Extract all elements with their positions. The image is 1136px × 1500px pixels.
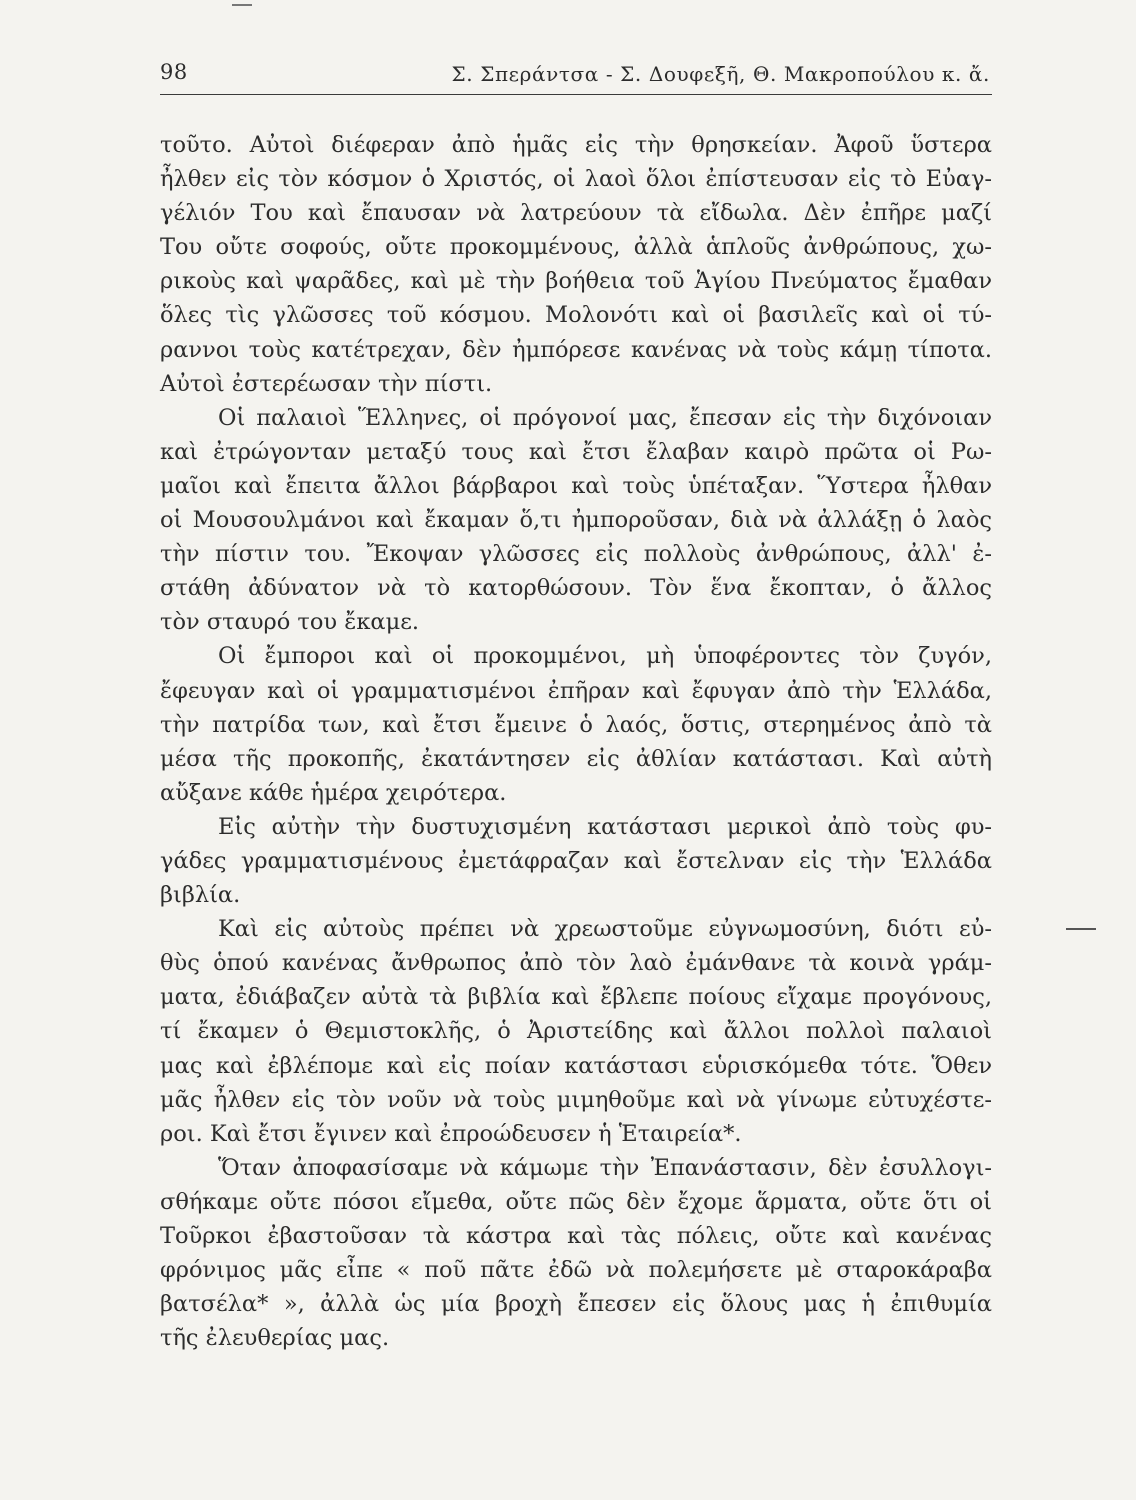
text-line: ραννοι τοὺς κατέτρεχαν, δὲν ἠμπόρεσε κανένας νὰ τοὺς κάμῃ τίποτα. [160,336,992,363]
text-line: στάθη ἀδύνατον νὰ τὸ κατορθώσουν. Τὸν ἕνα ἔκοπταν, ὁ ἄλλος [160,575,992,602]
paragraph-start: Οἱ παλαιοὶ Ἕλληνες, οἱ πρόγονοί μας, ἔπεσαν εἰς τὴν διχόνοιαν [218,404,992,431]
text-line: τῆς ἐλευθερίας μας. [160,1325,390,1352]
page-number: 98 [160,60,188,84]
text-line: βατσέλα* », ἀλλὰ ὡς μία βροχὴ ἔπεσεν εἰς ὅλους μας ἡ ἐπιθυμία [160,1291,992,1318]
text-line: θὺς ὁπού κανένας ἄνθρωπος ἀπὸ τὸν λαὸ ἐμάνθανε τὰ κοινὰ γράμ- [160,950,992,977]
paragraph-start: Καὶ εἰς αὐτοὺς πρέπει νὰ χρεωστοῦμε εὐγνωμοσύνη, διότι εὐ- [218,916,992,943]
text-line: γάδες γραμματισμένους ἐμετάφραζαν καὶ ἔστελναν εἰς τὴν Ἑλλάδα [160,847,992,874]
text-line: βιβλία. [160,882,241,909]
text-line: γέλιόν Του καὶ ἔπαυσαν νὰ λατρεύουν τὰ εἴδωλα. Δὲν ἐπῆρε μαζί [160,200,992,227]
text-line: ἔφευγαν καὶ οἱ γραμματισμένοι ἐπῆραν καὶ ἔφυγαν ἀπὸ τὴν Ἑλλάδα, [160,677,992,704]
text-line: ἦλθεν εἰς τὸν κόσμον ὁ Χριστός, οἱ λαοὶ ὅλοι ἐπίστευσαν εἰς τὸ Εὐαγ- [160,166,992,193]
text-line: Τοῦρκοι ἐβαστοῦσαν τὰ κάστρα καὶ τὰς πόλεις, οὔτε καὶ κανένας [160,1223,992,1249]
text-line: τί ἔκαμεν ὁ Θεμιστοκλῆς, ὁ Ἀριστείδης καὶ ἄλλοι πολλοὶ παλαιοὶ [160,1018,992,1045]
text-line: καὶ ἐτρώγονταν μεταξύ τους καὶ ἔτσι ἔλαβαν καιρὸ πρῶτα οἱ Ρω- [160,438,992,465]
paragraph-start: Ὅταν ἀποφασίσαμε νὰ κάμωμε τὴν Ἐπανάστασιν, δὲν ἐσυλλογι- [218,1154,992,1181]
text-line: ματα, ἐδιάβαζεν αὐτὰ τὰ βιβλία καὶ ἔβλεπε ποίους εἴχαμε προγόνους, [160,984,992,1011]
text-line: οἱ Μουσουλμάνοι καὶ ἔκαμαν ὅ,τι ἠμποροῦσαν, διὰ νὰ ἀλλάξῃ ὁ λαὸς [160,507,992,534]
text-line: μᾶς ἦλθεν εἰς τὸν νοῦν νὰ τοὺς μιμηθοῦμε καὶ νὰ γίνωμε εὐτυχέστε- [160,1086,992,1113]
text-line: Του οὔτε σοφούς, οὔτε προκομμένους, ἀλλὰ ἁπλοῦς ἀνθρώπους, χω- [160,234,992,261]
body-text [160,128,992,1355]
text-line: τὴν πατρίδα των, καὶ ἔτσι ἔμεινε ὁ λαός, ὅστις, στερημένος ἀπὸ τὰ [160,711,992,738]
text-line: αὔξανε κάθε ἡμέρα χειρότερα. [160,779,507,806]
text-line: ροι. Καὶ ἔτσι ἔγινεν καὶ ἐπροώδευσεν ἡ Ἑταιρεία*. [160,1120,742,1147]
margin-mark [1066,928,1096,930]
running-head: Σ. Σπεράντσα - Σ. Δουφεξῆ, Θ. Μακροπούλου κ. ἄ. [451,62,990,86]
text-line: Αὐτοὶ ἐστερέωσαν τὴν πίστι. [160,370,493,397]
text-line: μας καὶ ἐβλέπομε καὶ εἰς ποίαν κατάστασι εὑρισκόμεθα τότε. Ὅθεν [160,1052,992,1079]
text-line: τοῦτο. Αὐτοὶ διέφεραν ἀπὸ ἡμᾶς εἰς τὴν θρησκείαν. Ἀφοῦ ὕστερα [160,132,992,158]
top-scan-mark [232,4,252,6]
text-line: ρικοὺς καὶ ψαρᾶδες, καὶ μὲ τὴν βοήθεια τοῦ Ἁγίου Πνεύματος ἔμαθαν [160,268,992,295]
text-line: φρόνιμος μᾶς εἶπε « ποῦ πᾶτε ἐδῶ νὰ πολεμήσετε μὲ σταροκάραβα [160,1257,992,1284]
paragraph-start: Οἱ ἔμποροι καὶ οἱ προκομμένοι, μὴ ὑποφέροντες τὸν ζυγόν, [218,643,992,670]
text-line: μέσα τῆς προκοπῆς, ἐκατάντησεν εἰς ἀθλίαν κατάστασι. Καὶ αὐτὴ [160,745,992,772]
text-line: μαῖοι καὶ ἔπειτα ἄλλοι βάρβαροι καὶ τοὺς ὑπέταξαν. Ὕστερα ἦλθαν [160,472,992,499]
text-line: τὴν πίστιν του. Ἔκοψαν γλῶσσες εἰς πολλοὺς ἀνθρώπους, ἀλλ' ἐ- [160,541,992,568]
paragraph-start: Εἰς αὐτὴν τὴν δυστυχισμένη κατάστασι μερικοὶ ἀπὸ τοὺς φυ- [218,813,992,840]
text-line: τὸν σταυρό του ἔκαμε. [160,609,420,636]
text-line: σθήκαμε οὔτε πόσοι εἴμεθα, οὔτε πῶς δὲν ἔχομε ἅρματα, οὔτε ὅτι οἱ [160,1188,992,1215]
text-line: ὅλες τὶς γλῶσσες τοῦ κόσμου. Μολονότι καὶ οἱ βασιλεῖς καὶ οἱ τύ- [160,302,992,329]
page-header [160,56,992,95]
